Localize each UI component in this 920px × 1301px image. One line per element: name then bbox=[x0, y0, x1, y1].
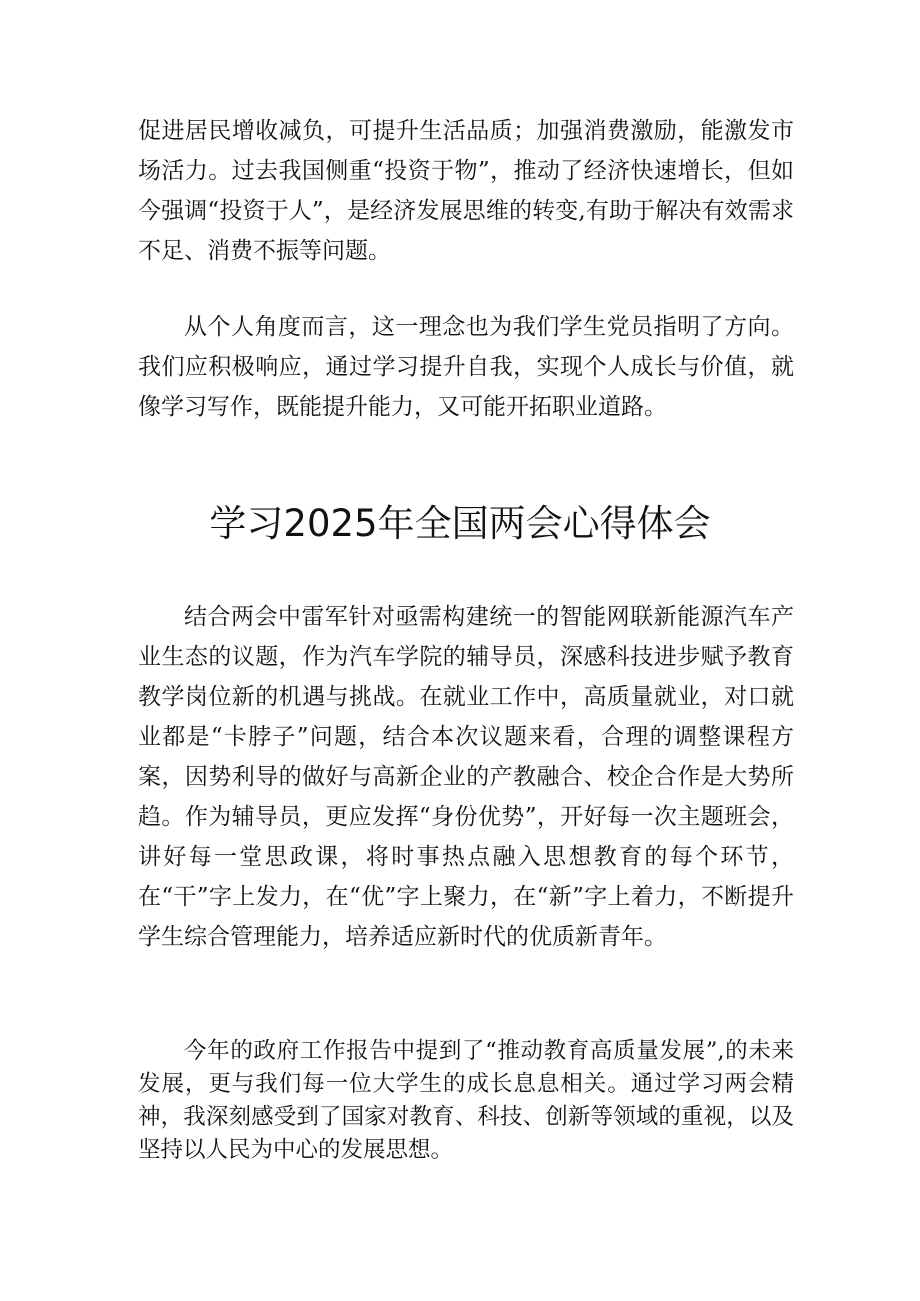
paragraph-education-report: 今年的政府工作报告中提到了“推动教育高质量发展”,的未来发展，更与我们每一位大学生的成长息息相关。通过学习两会精神，我深刻感受到了国家对教育、科技、创新等领域的重视，以及坚持以人民为中心的发展思想。 bbox=[138, 1038, 794, 1163]
document-title: 学习2025年全国两会心得体会 bbox=[209, 502, 711, 545]
paragraph-consumption: 促进居民增收减负，可提升生活品质；加强消费激励，能激发市场活力。过去我国侧重“投资于物”，推动了经济快速增长，但如今强调“投资于人”，是经济发展思维的转变,有助于解决有效需求不足、消费不振等问题。 bbox=[138, 118, 794, 264]
paragraph-personal-perspective: 从个人角度而言，这一理念也为我们学生党员指明了方向。我们应积极响应，通过学习提升自我，实现个人成长与价值，就像学习写作，既能提升能力，又可能开拓职业道路。 bbox=[138, 314, 794, 420]
paragraph-counselor-reflection: 结合两会中雷军针对亟需构建统一的智能网联新能源汽车产业生态的议题，作为汽车学院的辅导员，深感科技进步赋予教育教学岗位新的机遇与挑战。在就业工作中，高质量就业，对口就业都是“卡脖子”问题，结合本次议题来看，合理的调整课程方案，因势利导的做好与高新企业的产教融合、校企合作是大势所趋。作为辅导员，更应发挥“身份优势”，开好每一次主题班会，讲好每一堂思政课，将时事热点融入思想教育的每个环节，在“干”字上发力，在“优”字上聚力，在“新”字上着力，不断提升学生综合管理能力，培养适应新时代的优质新青年。 bbox=[138, 604, 794, 950]
